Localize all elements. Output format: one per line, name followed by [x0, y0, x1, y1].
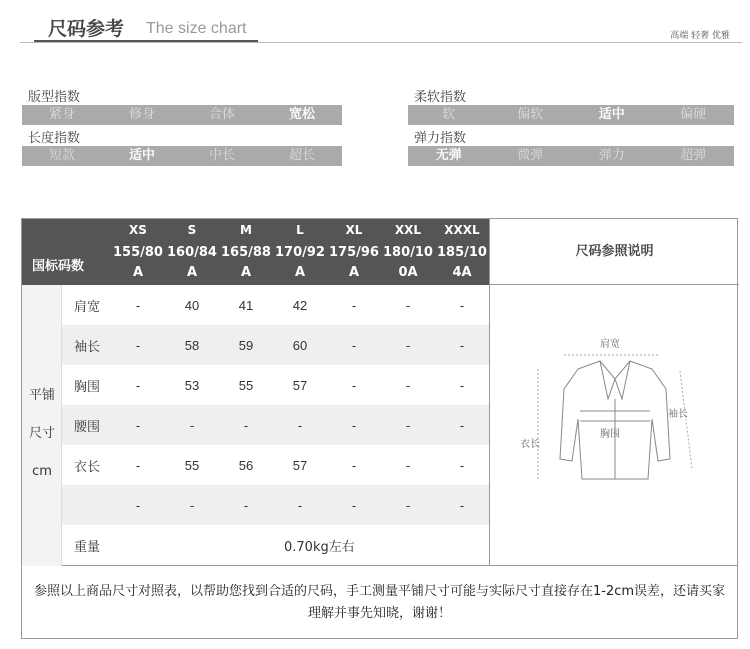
row-label: 袖长 [74, 339, 101, 355]
table-cell: - [405, 377, 411, 393]
softness-option: 软 [442, 107, 456, 122]
size-labels-row [22, 219, 489, 241]
table-row [62, 365, 489, 405]
weight-row [62, 525, 489, 566]
elasticity-index-bar [408, 146, 734, 166]
table-cell: - [135, 377, 141, 393]
row-label: 肩宽 [74, 299, 101, 315]
table-cell: - [243, 417, 249, 433]
table-cell: - [351, 497, 357, 513]
size-label: L [296, 223, 304, 237]
table-cell: 58 [184, 337, 200, 353]
size-label: XXL [394, 223, 422, 237]
std-size-label: 国标码数 [32, 259, 85, 274]
table-cell: - [135, 457, 141, 473]
diagram-length-label: 衣长 [520, 439, 540, 450]
std-size-cell: 175/96A [329, 245, 379, 280]
brand-tags: 高端 轻奢 优雅 [670, 31, 730, 41]
fit-option: 合体 [208, 107, 235, 122]
std-size-cell: 180/100A [383, 245, 433, 280]
row-label: 胸围 [74, 379, 101, 395]
table-row [62, 445, 489, 485]
weight-value: 0.70kg左右 [284, 540, 355, 555]
length-index-bar [22, 146, 342, 166]
table-cell: 53 [184, 377, 200, 393]
table-cell: - [351, 377, 357, 393]
page-header [20, 8, 742, 44]
table-cell: - [135, 337, 141, 353]
table-cell: - [405, 417, 411, 433]
table-cell: - [297, 497, 303, 513]
table-cell: - [459, 457, 465, 473]
table-cell: - [405, 497, 411, 513]
fit-option: 宽松 [288, 107, 315, 122]
table-cell: - [405, 337, 411, 353]
table-cell: - [189, 417, 195, 433]
size-reference-panel [489, 219, 738, 566]
table-cell: - [135, 417, 141, 433]
table-cell: - [189, 497, 195, 513]
length-option: 短款 [48, 148, 75, 163]
length-option: 中长 [208, 148, 235, 163]
length-option: 超长 [288, 148, 315, 163]
table-cell: - [351, 417, 357, 433]
table-cell: - [135, 497, 141, 513]
elasticity-index-label: 弹力指数 [414, 131, 467, 146]
table-row [62, 485, 489, 525]
std-size-cell: 170/92A [275, 245, 325, 280]
side-label-line: 尺寸 [28, 426, 55, 441]
std-size-cell: 185/104A [437, 245, 487, 280]
reference-title: 尺码参照说明 [490, 219, 739, 285]
table-row [62, 325, 489, 365]
table-row [62, 285, 489, 325]
table-cell: - [351, 457, 357, 473]
table-cell: - [405, 457, 411, 473]
table-cell: - [243, 497, 249, 513]
table-cell: - [135, 297, 141, 313]
diagram-shoulder-label: 肩宽 [600, 339, 620, 350]
table-cell: - [459, 497, 465, 513]
elasticity-option: 弹力 [598, 148, 625, 163]
table-row [62, 405, 489, 445]
side-label-line: cm [32, 464, 52, 479]
table-cell: - [459, 297, 465, 313]
size-label: XL [345, 223, 363, 237]
softness-option: 适中 [598, 107, 625, 122]
table-cell: - [459, 417, 465, 433]
table-cell: 57 [292, 457, 308, 473]
table-cell: - [351, 337, 357, 353]
softness-index-label: 柔软指数 [414, 90, 467, 105]
coat-diagram-icon [520, 319, 710, 489]
fit-index-label: 版型指数 [28, 90, 81, 105]
elasticity-option: 微弹 [517, 148, 544, 163]
measure-side-label [22, 285, 62, 566]
size-label: XXXL [444, 223, 480, 237]
table-cell: 40 [184, 297, 200, 313]
size-table [21, 218, 738, 566]
table-cell: 55 [184, 457, 200, 473]
page-subtitle: The size chart [146, 20, 247, 37]
fit-index-bar [22, 105, 342, 125]
std-size-cell: 155/80A [113, 245, 163, 280]
softness-option: 偏硬 [680, 107, 707, 122]
row-label: 腰围 [74, 419, 101, 435]
weight-label: 重量 [74, 540, 101, 555]
length-option: 适中 [128, 148, 155, 163]
table-body [62, 285, 489, 525]
side-label-line: 平铺 [28, 388, 55, 403]
table-cell: - [405, 297, 411, 313]
table-cell: 60 [292, 337, 308, 353]
fit-option: 紧身 [48, 107, 75, 122]
elasticity-option: 超弹 [680, 148, 707, 163]
fit-option: 修身 [128, 107, 155, 122]
diagram-chest-label: 胸围 [600, 429, 620, 440]
table-cell: - [351, 297, 357, 313]
std-size-row [111, 243, 489, 285]
softness-index-bar [408, 105, 734, 125]
softness-option: 偏软 [517, 107, 544, 122]
table-cell: 59 [238, 337, 254, 353]
table-cell: 41 [238, 297, 254, 313]
table-cell: 55 [238, 377, 254, 393]
header-divider [20, 42, 742, 43]
table-cell: 57 [292, 377, 308, 393]
page-title: 尺码参考 [48, 18, 125, 40]
table-header [22, 219, 489, 285]
table-cell: - [459, 337, 465, 353]
table-cell: 42 [292, 297, 308, 313]
table-cell: - [297, 417, 303, 433]
measurement-note: 参照以上商品尺寸对照表，以帮助您找到合适的尺码，手工测量平铺尺寸可能与实际尺寸直接存在1-2cm误差，还请买家理解并事先知晓，谢谢！ [21, 566, 738, 639]
table-cell: - [459, 377, 465, 393]
row-label: 衣长 [74, 459, 101, 475]
length-index-label: 长度指数 [28, 131, 81, 146]
std-size-cell: 160/84A [167, 245, 217, 280]
size-label: M [240, 223, 252, 237]
size-label: S [187, 223, 197, 237]
size-label: XS [129, 223, 147, 237]
elasticity-option: 无弹 [435, 148, 462, 163]
table-cell: 56 [238, 457, 254, 473]
diagram-sleeve-label: 袖长 [668, 409, 688, 420]
std-size-cell: 165/88A [221, 245, 271, 280]
